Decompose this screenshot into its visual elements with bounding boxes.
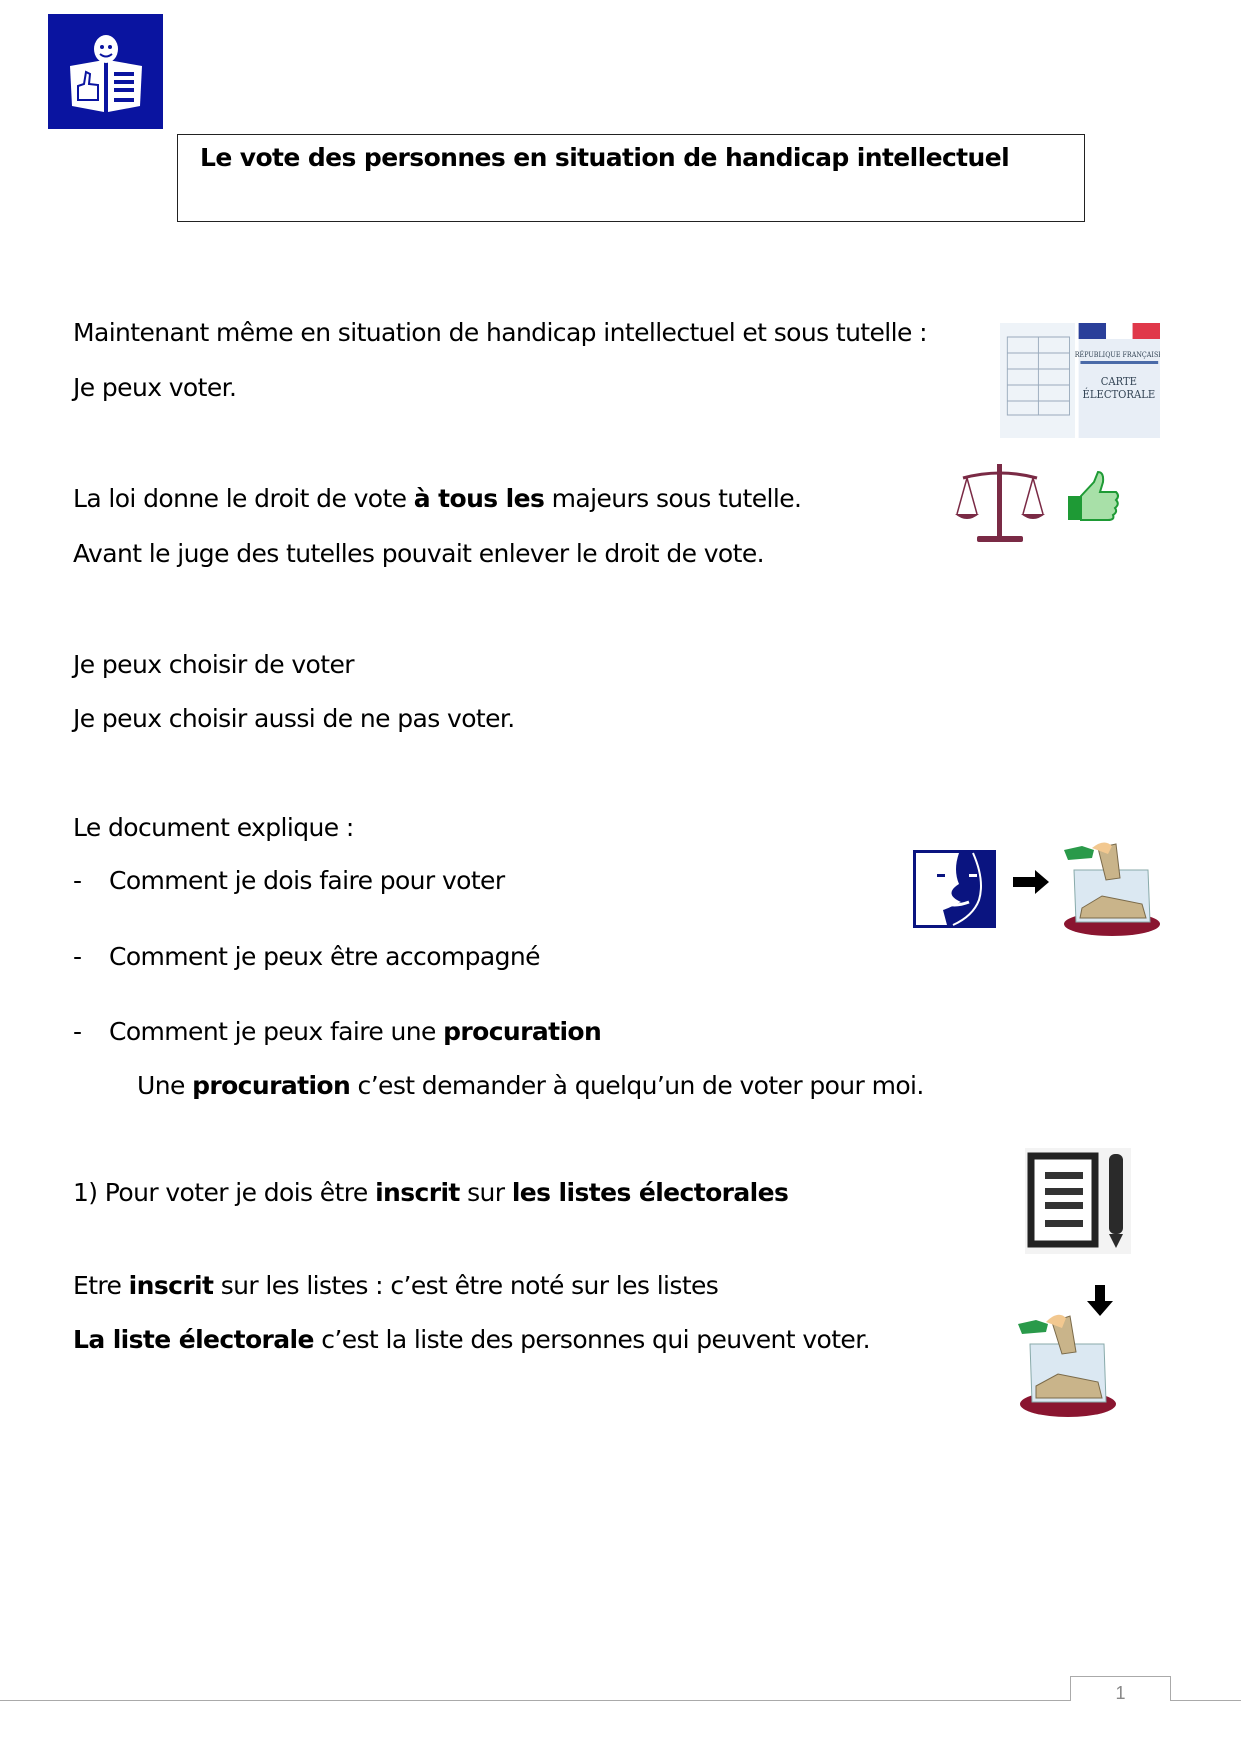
text-line: Je peux choisir aussi de ne pas voter. [73,704,515,733]
card-header: RÉPUBLIQUE FRANÇAISE [1074,350,1160,360]
page-number: 1 [1115,1683,1126,1703]
thumbs-up-image [1066,470,1121,525]
bullet-marker: - [73,942,83,971]
face-image [913,850,996,928]
text-span: c’est la liste des personnes qui peuvent voter. [313,1325,870,1354]
list-item [109,1017,601,1046]
text-span: Une [137,1071,193,1100]
bullet-marker: - [73,1017,83,1046]
text-span: 1) Pour voter je dois être [73,1178,376,1207]
page-title: Le vote des personnes en situation de handicap intellectuel [200,143,1010,172]
text-line: Je peux voter. [73,373,237,402]
voter-card-icon [1000,323,1160,438]
list-pencil-image [1025,1148,1131,1254]
footer-rule [1169,1700,1241,1701]
ballot-box-icon [1062,838,1162,938]
bold-text: procuration [192,1071,351,1100]
text-span: Comment je peux faire une [109,1017,444,1046]
easy-to-read-icon [48,14,163,129]
text-line: Maintenant même en situation de handicap intellectuel et sous tutelle : [73,318,927,347]
bold-text: inscrit [375,1178,460,1207]
page-number-tab [1070,1676,1171,1701]
text-span: sur [459,1178,512,1207]
text-span: majeurs sous tutelle. [544,484,802,513]
ballot-box-image [1062,838,1162,938]
svg-text:CARTE: CARTE [1100,375,1138,389]
list-item: Comment je dois faire pour voter [109,866,505,895]
footer-rule [0,1700,1070,1701]
ballot-box-icon [1016,1300,1116,1420]
text-line [73,484,801,513]
scales-of-justice-icon [955,460,1045,545]
bold-text: procuration [443,1017,602,1046]
text-line [73,1271,718,1300]
scales-image [955,460,1045,545]
arrow-right-image [1013,868,1049,896]
bullet-marker: - [73,866,83,895]
text-span: Etre [73,1271,129,1300]
bold-text: La liste électorale [73,1325,314,1354]
face-icon [913,850,996,928]
title-box [177,134,1085,222]
thumbs-up-icon [1066,470,1121,525]
text-span: c’est demander à quelqu’un de voter pour moi. [350,1071,924,1100]
voter-card-image [1000,323,1160,438]
text-span: La loi donne le droit de vote [73,484,414,513]
text-line [73,1325,870,1354]
list-item: Comment je peux être accompagné [109,942,540,971]
easy-to-read-logo [48,14,163,129]
text-line: Avant le juge des tutelles pouvait enlever le droit de vote. [73,539,764,568]
bold-text: inscrit [128,1271,214,1300]
text-line: Je peux choisir de voter [73,650,354,679]
bold-text: les listes électorales [511,1178,789,1207]
ballot-box-image [1016,1300,1116,1420]
text-span: sur les listes : c’est être noté sur les listes [213,1271,719,1300]
list-pencil-icon [1025,1148,1131,1254]
section-heading [73,1178,788,1207]
arrow-right-icon [1013,868,1049,896]
svg-text:ÉLECTORALE: ÉLECTORALE [1082,388,1156,402]
text-line [137,1071,924,1100]
text-line: Le document explique : [73,813,354,842]
bold-text: à tous les [413,484,545,513]
